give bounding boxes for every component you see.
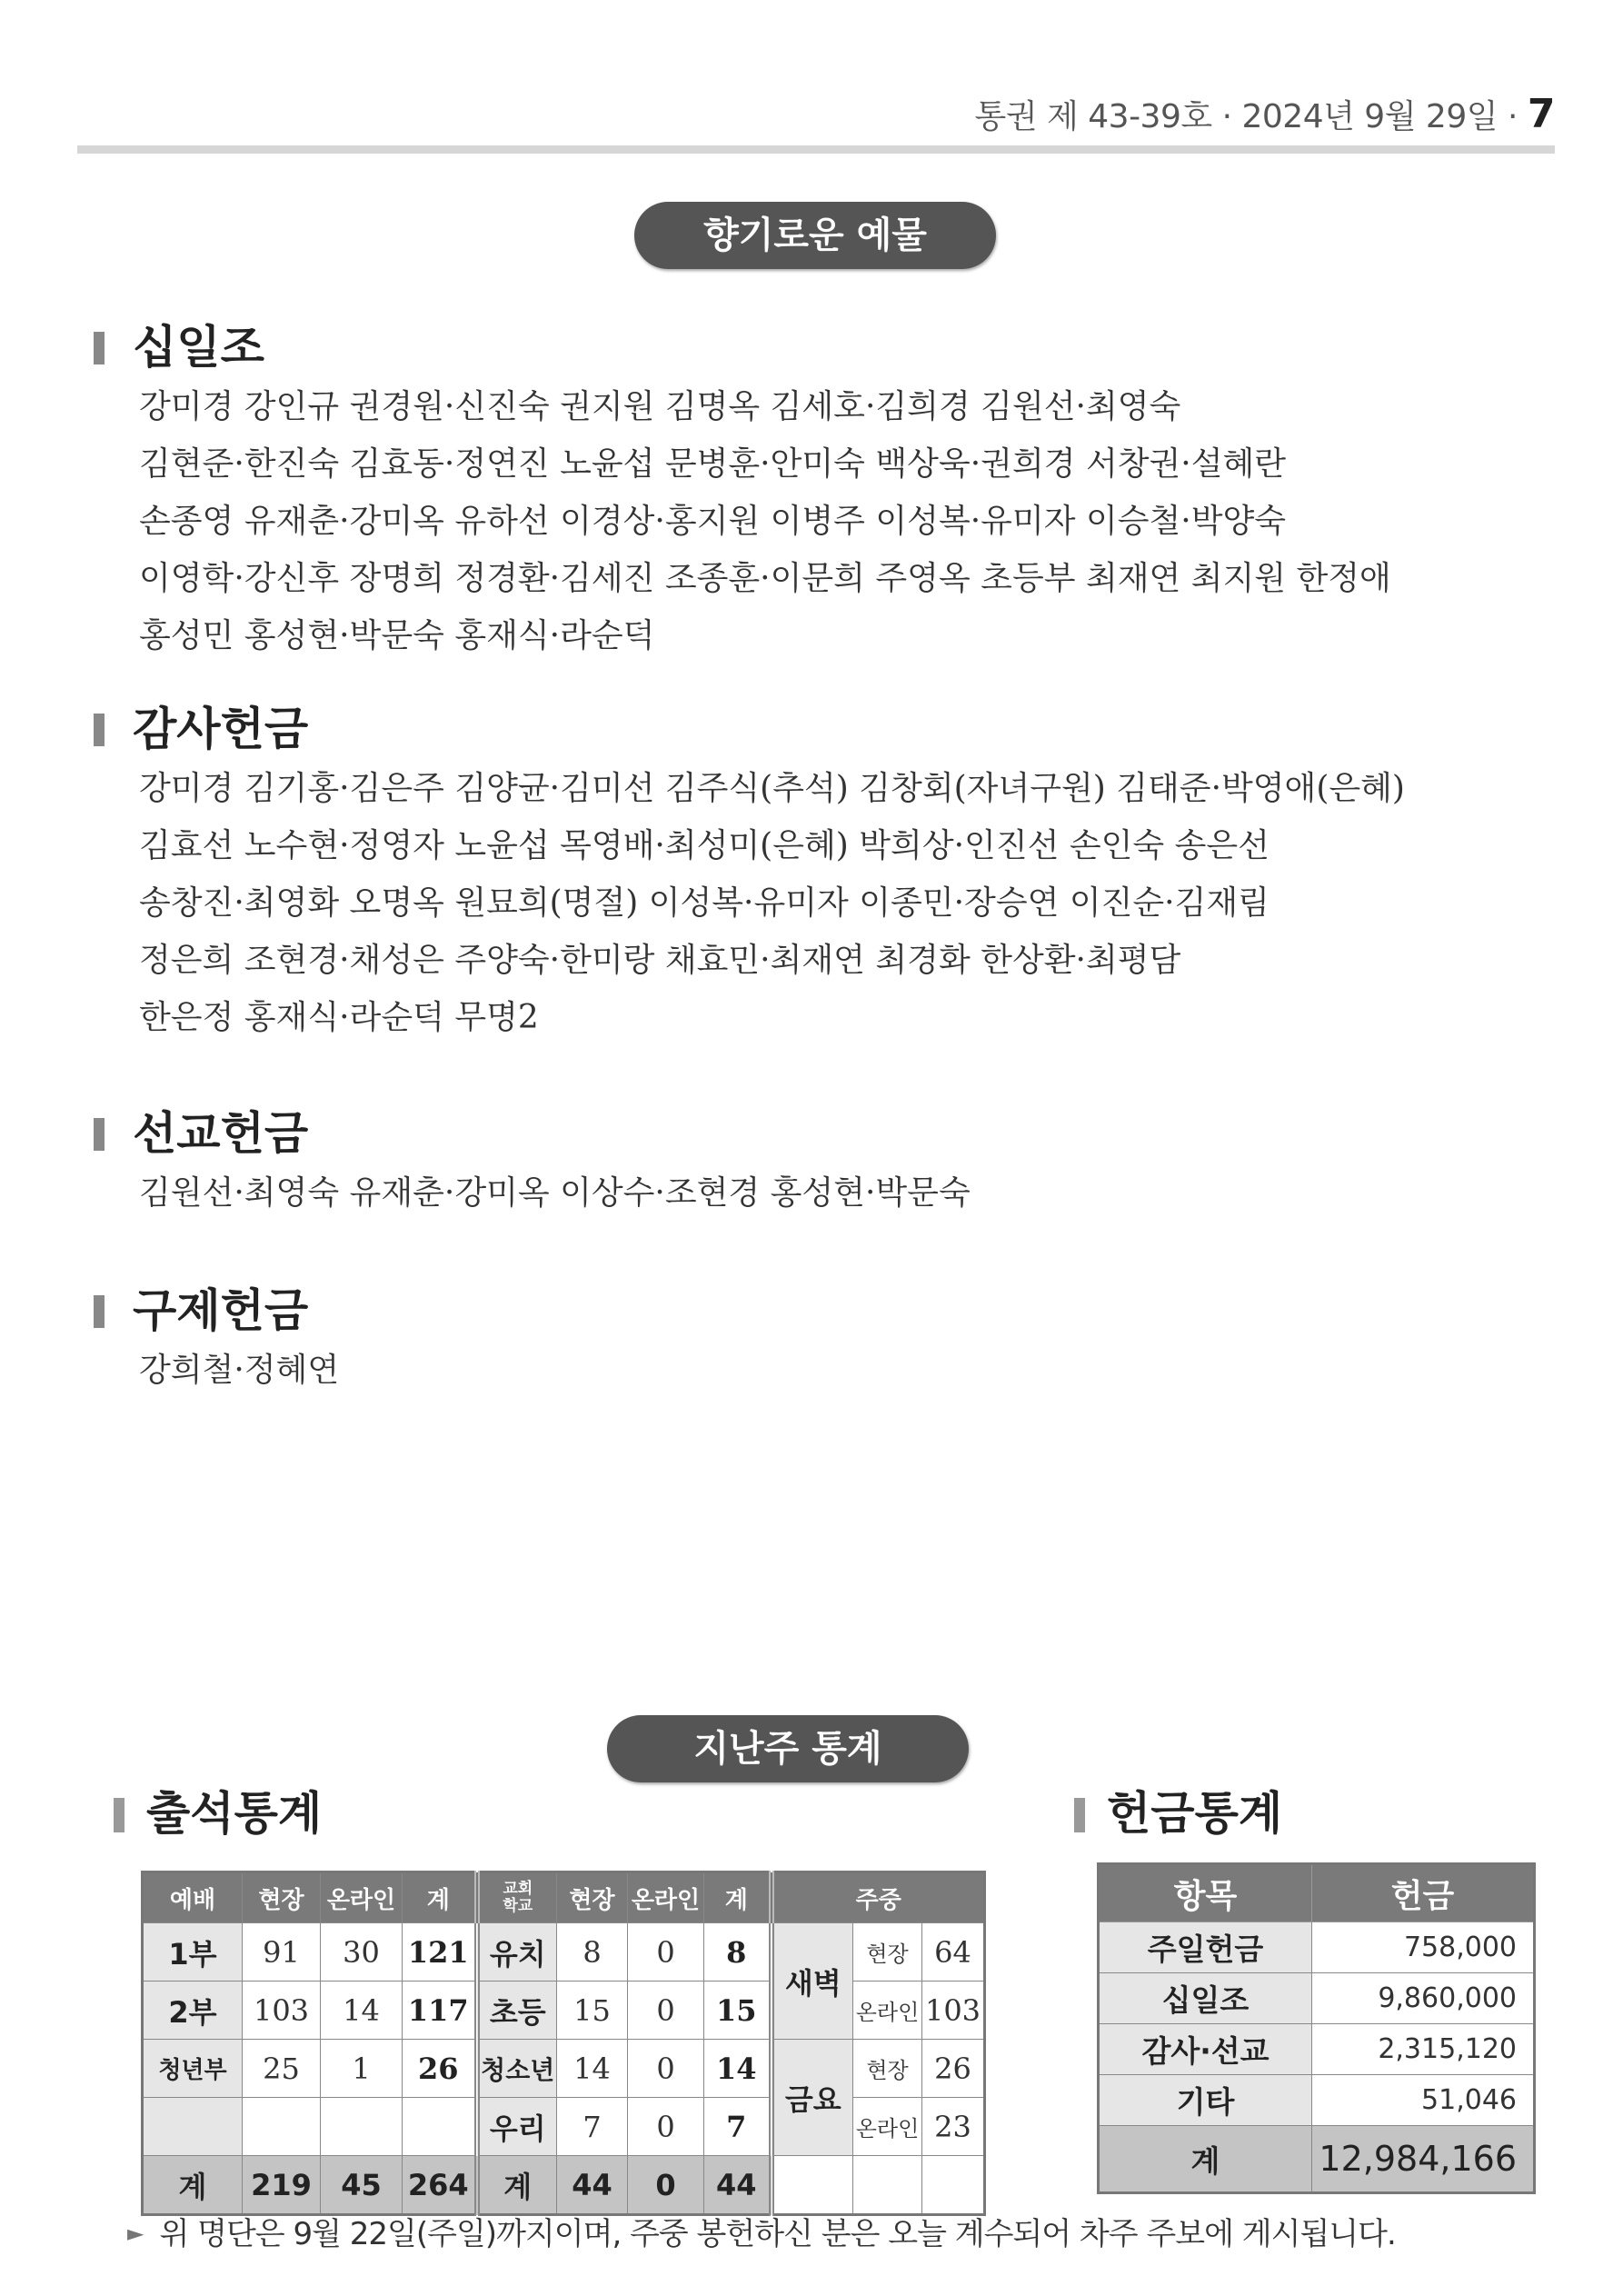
weekday-label: 금요: [772, 2040, 853, 2156]
cell-online: 30: [321, 1923, 403, 1982]
page-number: 7: [1527, 91, 1555, 137]
cell-amount: 9,860,000: [1312, 1973, 1535, 2024]
table-row: [143, 2098, 985, 2156]
row-label: 1부: [143, 1923, 243, 1982]
page-header: [975, 91, 1555, 137]
cell-total: 44: [704, 2156, 772, 2215]
cell-weekday: 23: [922, 2098, 985, 2156]
total-row: [1099, 2126, 1535, 2193]
col-onsite: 현장: [557, 1872, 628, 1923]
col-church-school: 교회 학교: [477, 1872, 557, 1923]
cell-amount: 51,046: [1312, 2075, 1535, 2126]
row-label: 청년부: [143, 2040, 243, 2098]
table-row: [143, 1982, 985, 2040]
name-line: 손종영 유재춘·강미옥 유하선 이경상·홍지원 이병주 이성복·유미자 이승철·박양숙: [139, 503, 1287, 540]
table-row: [1099, 1922, 1535, 1973]
empty-cell: [853, 2156, 922, 2215]
weekday-label: 새벽: [772, 1923, 853, 2040]
attendance-title: 출석통계: [114, 1786, 322, 1841]
name-list: [139, 1342, 1511, 1399]
section-marker: [94, 1118, 105, 1151]
row-label: 십일조: [1099, 1973, 1312, 2024]
row-label: 계: [477, 2156, 557, 2215]
empty-cell: [922, 2156, 985, 2215]
header-row: [143, 1872, 985, 1923]
row-label: 청소년: [477, 2040, 557, 2098]
cell-weekday: 64: [922, 1923, 985, 1982]
row-label: 주일헌금: [1099, 1922, 1312, 1973]
col-service: 예배: [143, 1872, 243, 1923]
col-onsite: 현장: [243, 1872, 321, 1923]
cell-online: 0: [628, 2098, 704, 2156]
cell-online: 14: [321, 1982, 403, 2040]
row-label: [143, 2098, 243, 2156]
col-online: 온라인: [628, 1872, 704, 1923]
name-line: 송창진·최영화 오명옥 원묘희(명절) 이성복·유미자 이종민·장승연 이진순·김재림: [139, 884, 1270, 922]
row-label: 감사·선교: [1099, 2024, 1312, 2075]
row-label: 계: [1099, 2126, 1312, 2193]
name-list: [139, 1164, 1511, 1222]
col-amount: 헌금: [1312, 1864, 1535, 1922]
col-total: 계: [403, 1872, 477, 1923]
cell-onsite: 44: [557, 2156, 628, 2215]
triangle-bullet-icon: ►: [127, 2221, 144, 2246]
col-total: 계: [704, 1872, 772, 1923]
table-row: [143, 2040, 985, 2098]
cell-amount: 2,315,120: [1312, 2024, 1535, 2075]
row-label: 기타: [1099, 2075, 1312, 2126]
row-label: 유치: [477, 1923, 557, 1982]
cell-onsite: 8: [557, 1923, 628, 1982]
total-row: [143, 2156, 985, 2215]
cell-online: 45: [321, 2156, 403, 2215]
name-line: 강미경 강인규 권경원·신진숙 권지원 김명옥 김세호·김희경 김원선·최영숙: [139, 388, 1181, 425]
name-list: [139, 760, 1511, 1046]
name-line: 강미경 김기홍·김은주 김양균·김미선 김주식(추석) 김창회(자녀구원) 김태준·박영애(은혜): [139, 770, 1405, 807]
name-line: 홍성민 홍성현·박문숙 홍재식·라순덕: [139, 617, 655, 654]
attendance-table: [141, 1871, 986, 2216]
cell-total: 117: [403, 1982, 477, 2040]
cell-total: 8: [704, 1923, 772, 1982]
section-relief: [94, 1283, 1511, 1399]
cell-online: 0: [628, 2156, 704, 2215]
cell-onsite: 7: [557, 2098, 628, 2156]
cell-onsite: 219: [243, 2156, 321, 2215]
empty-cell: [772, 2156, 853, 2215]
name-line: 강희철·정혜연: [139, 1352, 340, 1389]
cell-weekday: 103: [922, 1982, 985, 2040]
col-weekday: 주중: [772, 1872, 985, 1923]
cell-total: 14: [704, 2040, 772, 2098]
name-line: 정은희 조현경·채성은 주양숙·한미랑 채효민·최재연 최경화 한상환·최평담: [139, 942, 1181, 979]
offering-stats-table: [1097, 1862, 1536, 2194]
weekday-sub-label: 온라인: [853, 2098, 922, 2156]
cell-onsite: 103: [243, 1982, 321, 2040]
name-list: [139, 378, 1511, 664]
cell-onsite: 25: [243, 2040, 321, 2098]
table-row: [1099, 2075, 1535, 2126]
table-row: [143, 1923, 985, 1982]
col-online: 온라인: [321, 1872, 403, 1923]
footnote: ► 위 명단은 9월 22일(주일)까지이며, 주중 봉헌하신 분은 오늘 계수되어 차주 주보에 게시됩니다.: [127, 2216, 1396, 2252]
table-row: [1099, 2024, 1535, 2075]
section-marker: [94, 1295, 105, 1328]
cell-amount: 758,000: [1312, 1922, 1535, 1973]
name-line: 김현준·한진숙 김효동·정연진 노윤섭 문병훈·안미숙 백상욱·권희경 서창권·설혜란: [139, 445, 1287, 483]
row-label: 우리: [477, 2098, 557, 2156]
cell-onsite: 14: [557, 2040, 628, 2098]
section-thanksgiving: [94, 702, 1511, 1046]
section-mission: [94, 1106, 1511, 1222]
row-label: 초등: [477, 1982, 557, 2040]
section-marker: [94, 332, 105, 364]
weekday-sub-label: 현장: [853, 1923, 922, 1982]
cell-online: 0: [628, 2040, 704, 2098]
section-title: 십일조: [94, 320, 1511, 374]
cell-total: [403, 2098, 477, 2156]
cell-online: [321, 2098, 403, 2156]
cell-online: 1: [321, 2040, 403, 2098]
stats-banner: 지난주 통계: [607, 1715, 969, 1782]
offering-stats-title: 헌금통계: [1074, 1786, 1282, 1841]
name-line: 이영학·강신후 장명희 정경환·김세진 조종훈·이문희 주영옥 초등부 최재연 최지원 한정애: [139, 560, 1391, 597]
cell-online: 0: [628, 1982, 704, 2040]
cell-total: 15: [704, 1982, 772, 2040]
cell-total: 7: [704, 2098, 772, 2156]
section-marker: [1074, 1798, 1085, 1832]
cell-onsite: 91: [243, 1923, 321, 1982]
cell-total: 264: [403, 2156, 477, 2215]
name-line: 한은정 홍재식·라순덕 무명2: [139, 999, 539, 1036]
weekday-sub-label: 현장: [853, 2040, 922, 2098]
section-title: 감사헌금: [94, 702, 1511, 756]
header-divider: [77, 145, 1555, 154]
cell-online: 0: [628, 1923, 704, 1982]
col-item: 항목: [1099, 1864, 1312, 1922]
section-tithe: [94, 320, 1511, 664]
row-label: 2부: [143, 1982, 243, 2040]
section-marker: [94, 714, 105, 746]
section-title: 선교헌금: [94, 1106, 1511, 1161]
cell-amount: 12,984,166: [1312, 2126, 1535, 2193]
section-title: 구제헌금: [94, 1283, 1511, 1338]
section-marker: [114, 1798, 124, 1832]
cell-total: 121: [403, 1923, 477, 1982]
name-line: 김원선·최영숙 유재춘·강미옥 이상수·조현경 홍성현·박문숙: [139, 1174, 971, 1212]
header-row: [1099, 1864, 1535, 1922]
cell-weekday: 26: [922, 2040, 985, 2098]
issue-info: 통권 제 43-39호 · 2024년 9월 29일 ·: [974, 98, 1518, 135]
offerings-banner: 향기로운 예물: [634, 202, 996, 269]
cell-total: 26: [403, 2040, 477, 2098]
table-row: [1099, 1973, 1535, 2024]
cell-onsite: [243, 2098, 321, 2156]
cell-onsite: 15: [557, 1982, 628, 2040]
weekday-sub-label: 온라인: [853, 1982, 922, 2040]
row-label: 계: [143, 2156, 243, 2215]
name-line: 김효선 노수현·정영자 노윤섭 목영배·최성미(은혜) 박희상·인진선 손인숙 송은선: [139, 827, 1270, 864]
